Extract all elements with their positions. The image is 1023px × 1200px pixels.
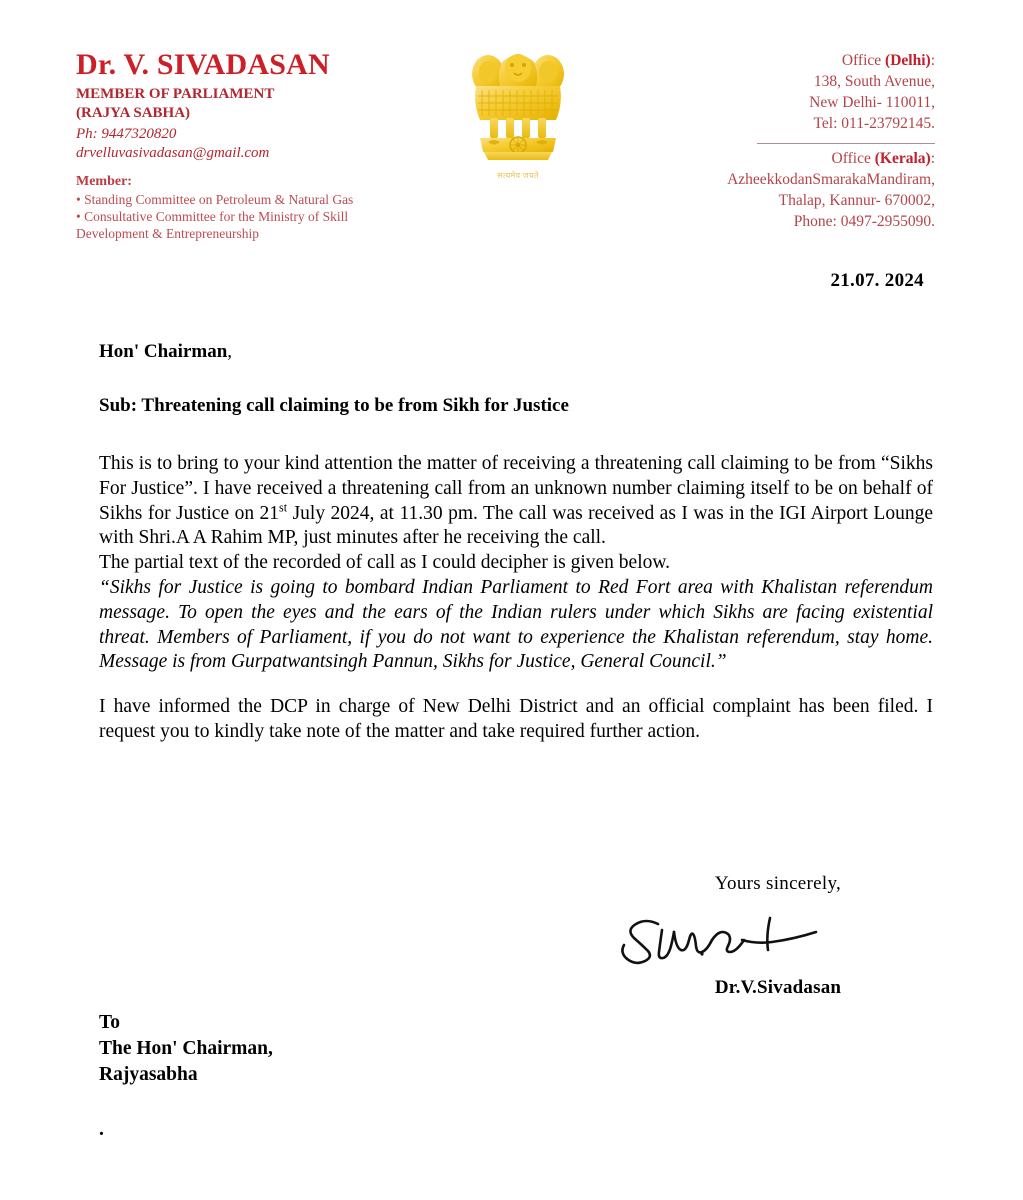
recipient-title: The Hon' Chairman, [99, 1038, 273, 1059]
subject-line: Sub: Threatening call claiming to be from Sikh for Justice [99, 395, 569, 416]
quoted-call-transcript: “Sikhs for Justice is going to bombard Indian Parliament to Red Fort area with Khalistan referendum message. To open the eyes and the ears of the Indian rulers under which Sikhs are facing existential threat. Members of Parliament, if you do not want to experience the Khalistan referendum, stay home. Message is from Gurpatwantsingh Pannun, Sikhs for Justice, General Council.” [99, 576, 933, 673]
recipient-house: Rajyasabha [99, 1064, 198, 1085]
letter-date: 21.07. 2024 [830, 270, 924, 291]
handwritten-signature-icon [618, 910, 938, 976]
letterhead [0, 0, 1023, 250]
office-kerala-line: AzheekkodanSmarakaMandiram, [727, 171, 935, 188]
office-kerala-label: Office (Kerala): [831, 150, 935, 167]
recipient-to: To [99, 1012, 120, 1033]
office-addresses [635, 50, 935, 232]
member-item: • Standing Committee on Petroleum & Natural Gas [76, 192, 354, 207]
address-divider [757, 143, 935, 144]
member-heading: Member: [76, 174, 132, 189]
mp-email: drvelluvasivadasan@gmail.com [76, 145, 270, 161]
letter-body [99, 340, 933, 745]
office-delhi-label: Office (Delhi): [841, 52, 935, 69]
paragraph-spacer [99, 675, 933, 695]
mp-house: (RAJYA SABHA) [76, 105, 191, 121]
member-item: • Consultative Committee for the Ministry of Skill [76, 209, 349, 224]
paragraph-1: This is to bring to your kind attention the matter of receiving a threatening call claiming to be from “Sikhs For Justice”. I have received a threatening call from an unknown number claiming itself to be on behalf of Sikhs for Justice on 21st July 2024, at 11.30 pm. The call was received as I was in the IGI Airport Lounge with Shri.A A Rahim MP, just minutes after he receiving the call. [99, 453, 933, 549]
paragraph-2: The partial text of the recorded of call as I could decipher is given below. [99, 552, 671, 574]
trailing-mark: . [99, 1119, 104, 1140]
office-delhi-line: New Delhi- 110011, [809, 94, 935, 111]
member-item: Development & Entrepreneurship [76, 226, 259, 241]
emblem-motto: सत्यमेव जयते [497, 171, 539, 180]
mp-role: MEMBER OF PARLIAMENT [76, 86, 275, 102]
signatory-name: Dr.V.Sivadasan [714, 977, 842, 998]
letterhead-identity-block [76, 48, 446, 242]
state-emblem-of-india-icon [456, 42, 580, 192]
closing-salutation: Yours sincerely, [714, 873, 842, 894]
mp-name: Dr. V. SIVADASAN [76, 48, 330, 81]
office-delhi-line: Tel: 011-23792145. [813, 115, 935, 132]
recipient-block [99, 1010, 519, 1088]
office-kerala-line: Thalap, Kannur- 670002, [778, 192, 935, 209]
office-delhi-line: 138, South Avenue, [813, 73, 935, 90]
office-kerala-line: Phone: 0497-2955090. [793, 213, 935, 230]
salutation: Hon' Chairman, [99, 341, 233, 362]
mp-phone: Ph: 9447320820 [76, 126, 177, 142]
ordinal-suffix: st [279, 500, 288, 515]
paragraph-3: I have informed the DCP in charge of New Delhi District and an official complaint has been filed. I request you to kindly take note of the matter and take required further action. [99, 696, 933, 742]
signature-block [618, 872, 938, 999]
